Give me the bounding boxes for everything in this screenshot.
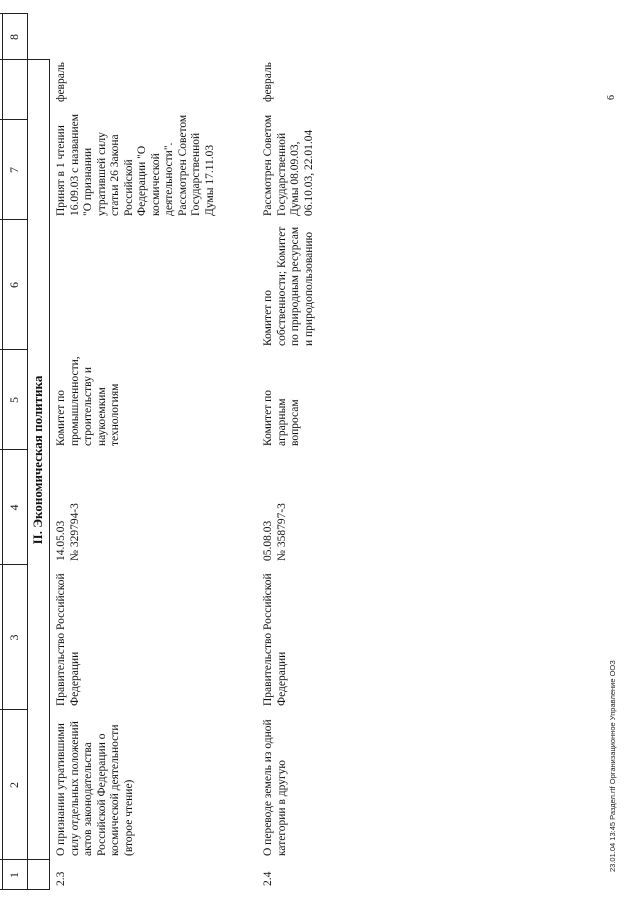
column-number-5: 5 bbox=[7, 397, 21, 403]
column-number-7: 7 bbox=[7, 167, 21, 173]
responsible-committee: Комитет по аграрным вопросам bbox=[262, 390, 301, 446]
bill-initiator: Правительство Российской Федерации bbox=[55, 573, 81, 706]
section-title: II. Экономическая политика bbox=[30, 375, 45, 545]
column-number-3: 3 bbox=[7, 634, 21, 641]
column-number-8: 8 bbox=[7, 34, 21, 40]
column-number-6: 6 bbox=[7, 282, 21, 288]
bill-number: № 329794-3 bbox=[69, 503, 81, 561]
bill-status: Рассмотрен Советом Государственной Думы 08.09.03, 06.10.03, 22.01.04 bbox=[262, 114, 315, 216]
bill-number: № 358797-3 bbox=[276, 503, 288, 561]
column-number-4: 4 bbox=[7, 504, 21, 511]
term: февраль bbox=[55, 62, 67, 102]
bill-initiator: Правительство Российской Федерации bbox=[262, 573, 288, 706]
row-number: 2.3 bbox=[55, 871, 67, 886]
co-executor-committee: Комитет по собственности; Комитет по природным ресурсам и природопользованию bbox=[262, 226, 315, 346]
responsible-committee: Комитет по промышленности, строительству и наукоемким технологиям bbox=[55, 356, 121, 446]
column-number-1: 1 bbox=[7, 872, 21, 878]
row-number: 2.4 bbox=[262, 871, 274, 886]
term: февраль bbox=[262, 62, 274, 102]
bill-title: О переводе земель из одной категории в другую bbox=[262, 719, 288, 856]
bill-status: Принят в 1 чтении 16.09.03 с названием "О признании утратившей силу статьи 26 Закона Российской Федерации "О космической деятельности". Рассмотрен Советом Государственной Думы 17.11.03 bbox=[55, 114, 216, 216]
column-number-2: 2 bbox=[7, 782, 21, 788]
footer-file-info: 23.01.04 13:45 Раздел.rtf Организационное Управление ООЗ bbox=[608, 660, 617, 872]
bill-date: 14.05.03 bbox=[55, 520, 67, 561]
bill-title: О признании утратившими силу отдельных положений актов законодательства Российской Федерации о космической деятельности (второе чтение) bbox=[55, 721, 135, 856]
page-number: 6 bbox=[606, 95, 617, 100]
bill-date: 05.08.03 bbox=[262, 520, 274, 561]
